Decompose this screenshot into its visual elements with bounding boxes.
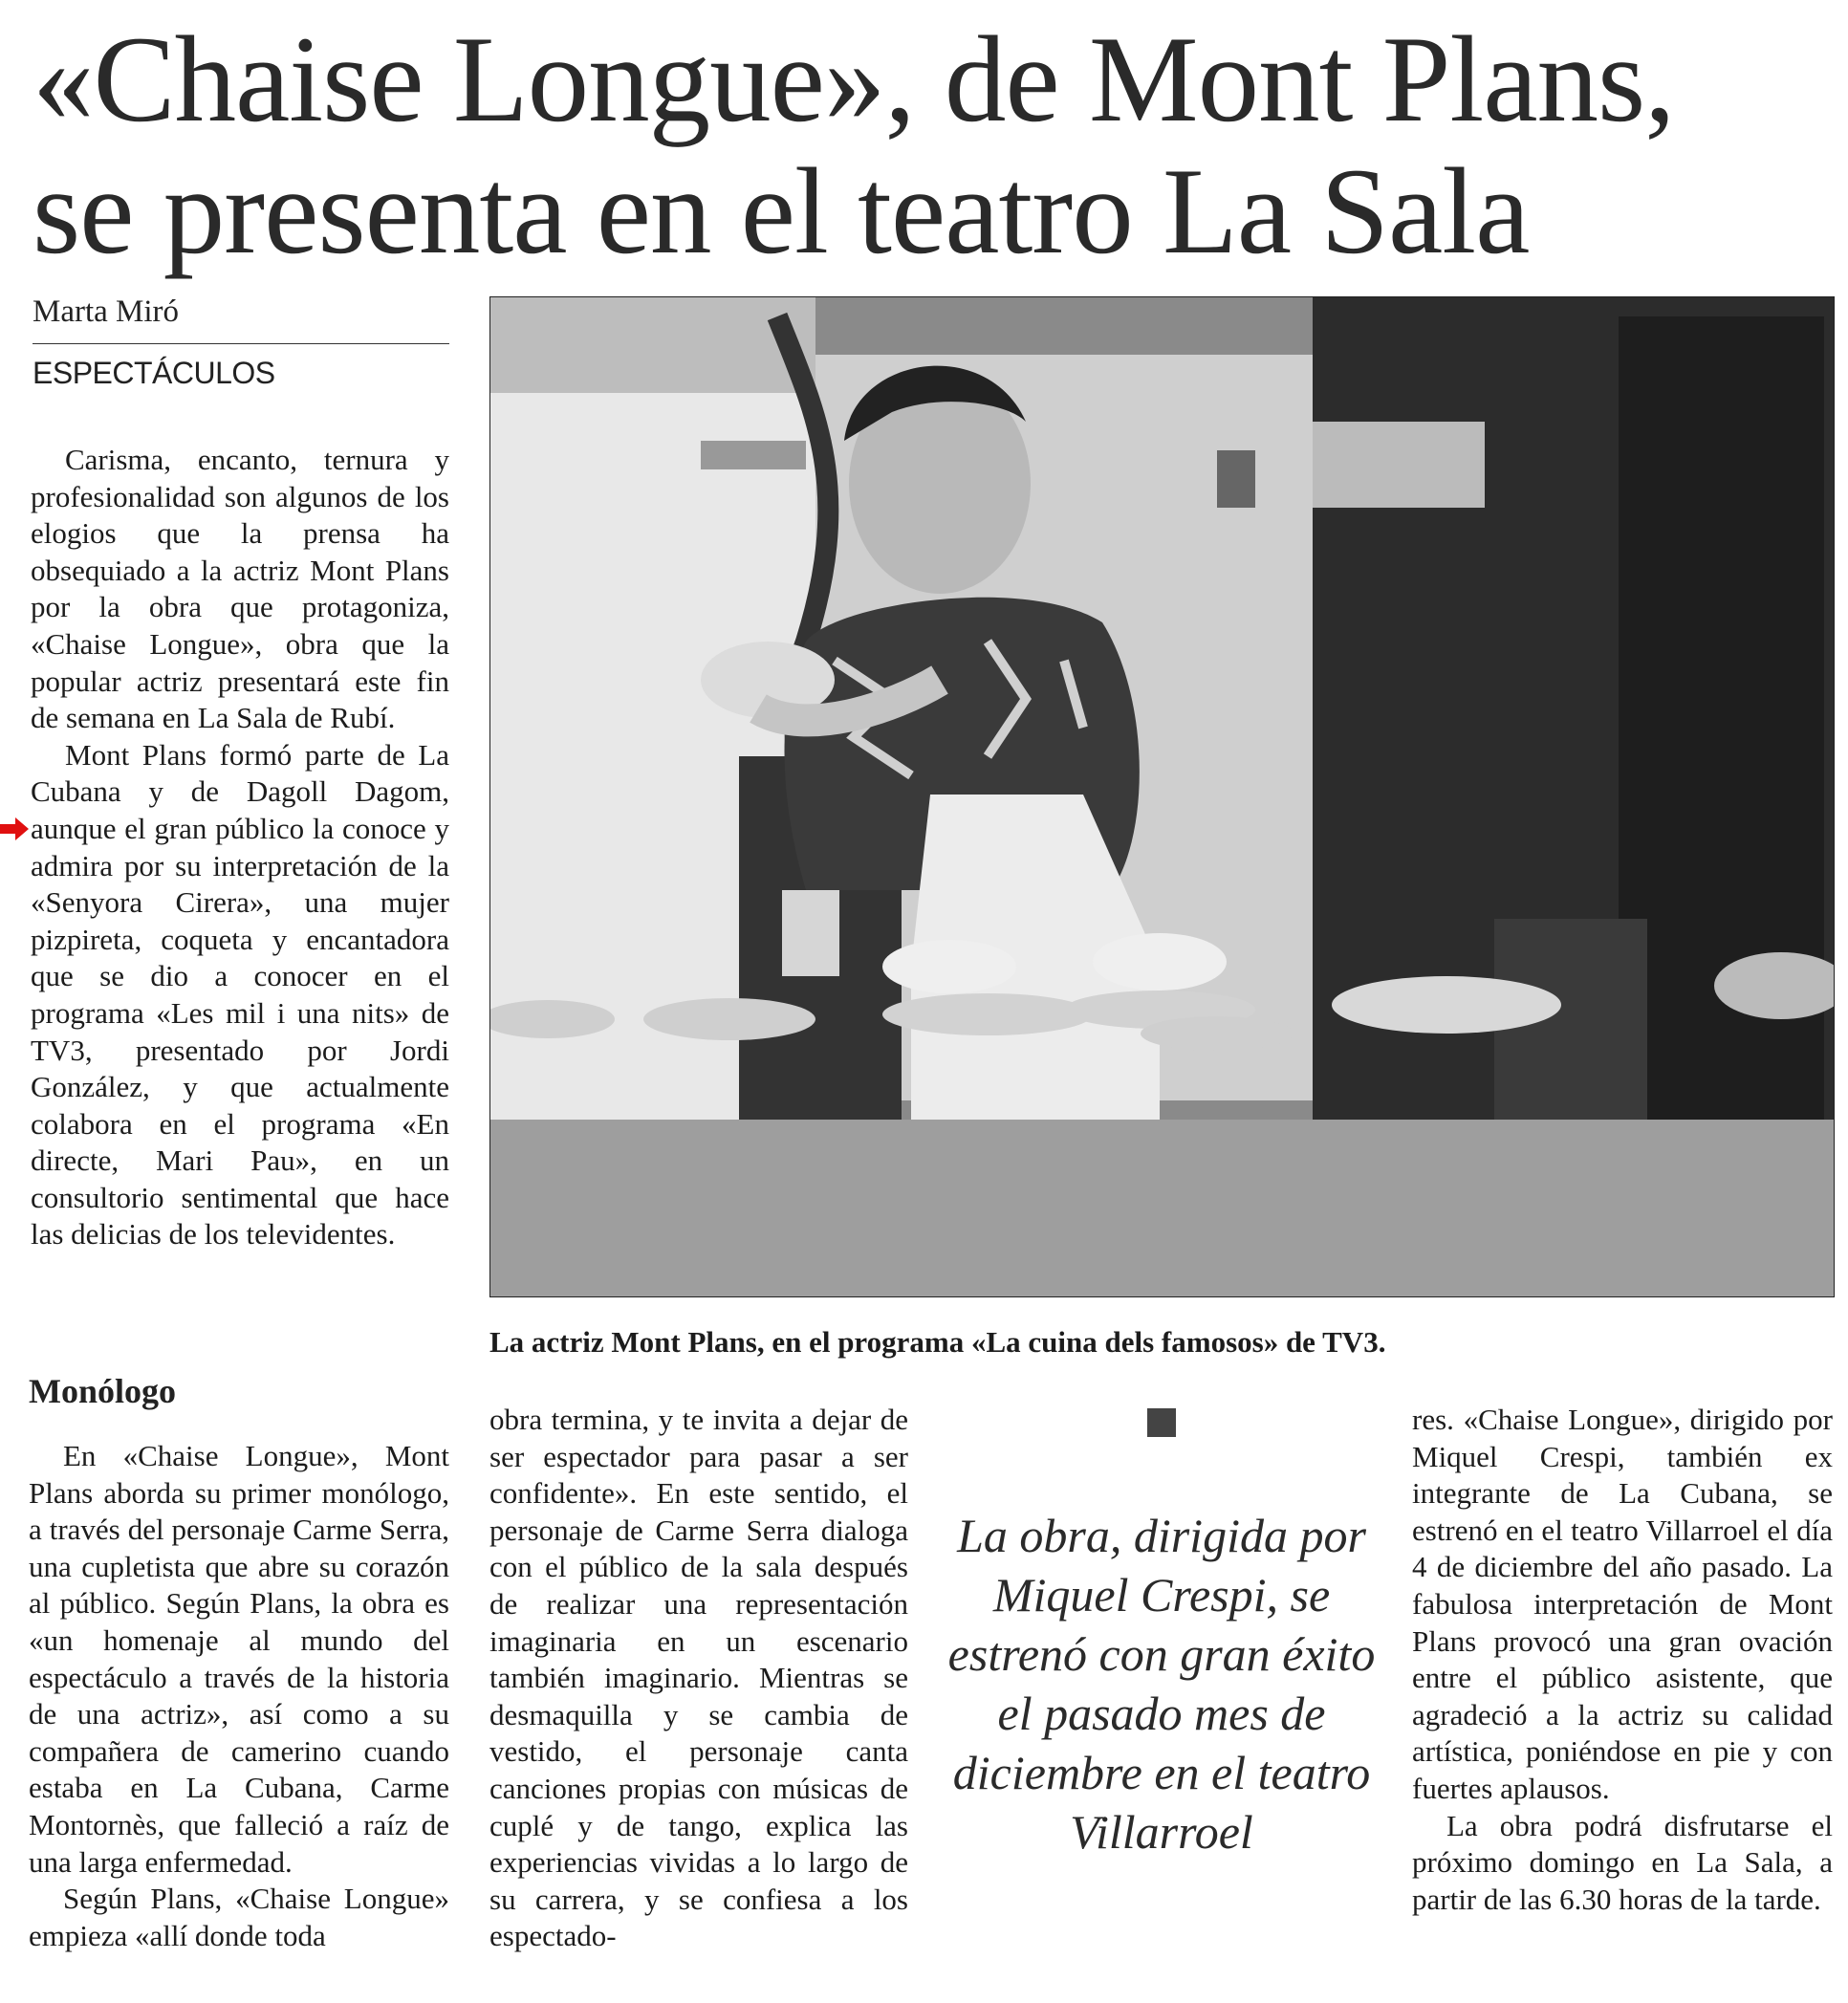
red-arrow-icon xyxy=(0,816,29,841)
body-paragraph: Según Plans, «Chaise Longue» empieza «allí donde toda xyxy=(29,1882,449,1952)
body-paragraph: obra termina, y te invita a dejar de ser espectador para pasar a ser confidente». En este sentido, el personaje de Carme Serra dialoga con el público de la sala después de realizar una representación imaginaria en un escenario también imaginario. Mientras se desmaquilla y se cambia de vestido, el personaje canta canciones propias con músicas de cuplé y de tango, explica las experiencias vividas a lo largo de su carrera, y se confiesa a los espectado- xyxy=(489,1403,908,1953)
kitchen-photo-illustration xyxy=(490,297,1834,1296)
body-column-3 xyxy=(489,1402,908,1955)
article-photo xyxy=(489,296,1835,1297)
photo-caption: La actriz Mont Plans, en el programa «La cuina dels famosos» de TV3. xyxy=(489,1325,1386,1359)
pull-quote: La obra, dirigida por Miquel Crespi, se estrenó con gran éxito el pasado mes de diciembre en el teatro Villarroel xyxy=(947,1509,1376,1859)
body-column-1-lower xyxy=(29,1438,449,1954)
byline-divider xyxy=(33,343,449,344)
headline-line-1: «Chaise Longue», de Mont Plans, xyxy=(33,11,1675,147)
body-paragraph: Carisma, encanto, ternura y profesionalidad son algunos de los elogios que la prensa ha obsequiado a la actriz Mont Plans por la obra que protagoniza, «Chaise Longue», obra que la popular actriz presentará este fin de semana en La Sala de Rubí. xyxy=(31,443,449,735)
headline-line-2: se presenta en el teatro La Sala xyxy=(33,142,1530,279)
decorative-square xyxy=(1147,1408,1176,1437)
body-paragraph: Mont Plans formó parte de La Cubana y de Dagoll Dagom, aunque el gran público la conoce y admira por su interpretación de la «Senyora Cirera», una mujer pizpireta, coqueta y encantadora que se dio a conocer en el programa «Les mil i una nits» de TV3, presentado por Jordi González, y que actualmente colabora en el programa «En directe, Mari Pau», en un consultorio sentimental que hace las delicias de los televidentes. xyxy=(31,737,449,1252)
body-column-1 xyxy=(31,442,449,1253)
headline xyxy=(33,13,1811,277)
author-byline: Marta Miró xyxy=(33,294,180,329)
subheading: Monólogo xyxy=(29,1372,177,1410)
body-column-4 xyxy=(1412,1402,1833,1918)
body-paragraph: La obra podrá disfrutarse el próximo domingo en La Sala, a partir de las 6.30 horas de la tarde. xyxy=(1412,1808,1833,1916)
body-paragraph: res. «Chaise Longue», dirigido por Miquel Crespi, también ex integrante de La Cubana, se estrenó en el teatro Villarroel el día 4 de diciembre del año pasado. La fabulosa interpretación de Mont Plans provocó una gran ovación entre el público asistente, que agradeció a la actriz su calidad artística, poniéndose en pie y con fuertes aplausos. xyxy=(1412,1403,1833,1805)
body-paragraph: En «Chaise Longue», Mont Plans aborda su primer monólogo, a través del personaje Carme Serra, una cupletista que abre su corazón al público. Según Plans, la obra es «un homenaje al mundo del espectáculo a través de la historia de una actriz», así como a su compañera de camerino cuando estaba en La Cubana, Carme Montornès, que falleció a raíz de una larga enfermedad. xyxy=(29,1439,449,1879)
section-label: ESPECTÁCULOS xyxy=(33,356,275,390)
